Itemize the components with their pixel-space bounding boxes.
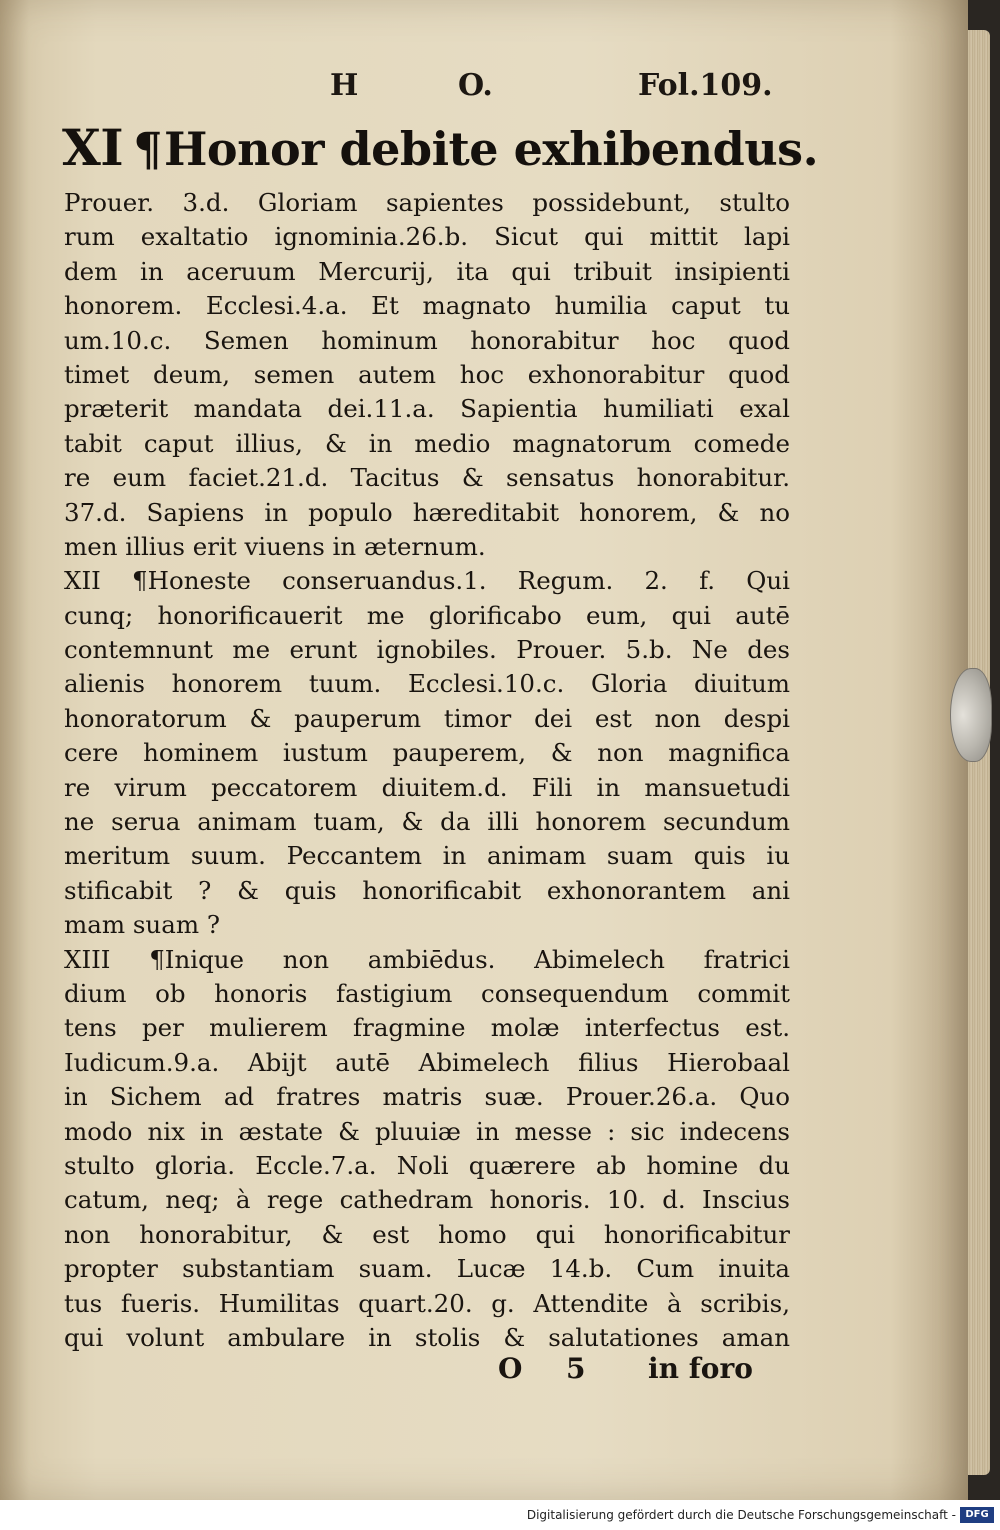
text-line: propter substantiam suam. Lucæ 14.b. Cum inuita [64, 1254, 790, 1284]
text-line: re virum peccatorem diuitem.d. Fili in mansuetudi [64, 772, 790, 802]
running-header [0, 68, 968, 108]
folio-number: Fol.109. [638, 68, 773, 103]
text-line: dem in aceruum Mercurij, ita qui tribuit insipienti [64, 256, 790, 286]
text-line: timet deum, semen autem hoc exhonorabitur quod [64, 359, 790, 389]
page-clip [950, 668, 992, 762]
text-line: meritum suum. Peccantem in animam suam quis iu [64, 841, 790, 871]
text-line: contemnunt me erunt ignobiles. Prouer. 5.b. Ne des [64, 635, 790, 665]
text-line: cere hominem iustum pauperem, & non magnifica [64, 738, 790, 768]
text-line: tens per mulierem fragmine molæ interfectus est. [64, 1013, 790, 1043]
text-line: XII ¶Honeste conseruandus.1. Regum. 2. f. Qui [64, 566, 790, 596]
text-line: 37.d. Sapiens in populo hæreditabit honorem, & no [64, 497, 790, 527]
text-line: XIII ¶Inique non ambiēdus. Abimelech fratrici [64, 944, 790, 974]
pilcrow-icon: ¶ [133, 122, 162, 176]
text-line: ne serua animam tuam, & da illi honorem secundum [64, 807, 790, 837]
text-line: dium ob honoris fastigium consequendum commit [64, 978, 790, 1008]
footer-credit: Digitalisierung gefördert durch die Deutsche Forschungsgemeinschaft - [526, 1508, 956, 1522]
text-line: men illius erit viuens in æternum. [64, 531, 486, 561]
text-line: non honorabitur, & est homo qui honorificabitur [64, 1219, 790, 1249]
section-number: XI [62, 118, 124, 177]
section-title [62, 112, 819, 184]
text-line: tus fueris. Humilitas quart.20. g. Attendite à scribis, [64, 1288, 790, 1318]
text-line: in Sichem ad fratres matris suæ. Prouer.26.a. Quo [64, 1082, 790, 1112]
header-middle: O. [458, 68, 493, 103]
text-line: alienis honorem tuum. Ecclesi.10.c. Gloria diuitum [64, 669, 790, 699]
text-line: Prouer. 3.d. Gloriam sapientes possidebunt, stulto [64, 188, 790, 217]
header-left: H [330, 68, 359, 103]
text-line: cunq; honorificauerit me glorificabo eum, qui autē [64, 600, 790, 630]
text-line: rum exaltatio ignominia.26.b. Sicut qui mittit lapi [64, 222, 790, 252]
signature-number: 5 [566, 1352, 586, 1385]
dfg-logo: DFG [960, 1507, 994, 1523]
text-line: re eum faciet.21.d. Tacitus & sensatus honorabitur. [64, 463, 790, 493]
text-line: præterit mandata dei.11.a. Sapientia humiliati exal [64, 394, 790, 424]
section-heading: Honor debite exhibendus. [163, 122, 819, 176]
text-line: stulto gloria. Eccle.7.a. Noli quærere ab homine du [64, 1150, 790, 1180]
body-text [64, 186, 790, 1355]
text-line: qui volunt ambulare in stolis & salutationes aman [64, 1322, 790, 1352]
catchword: in foro [648, 1352, 753, 1385]
text-line: modo nix in æstate & pluuiæ in messe : sic indecens [64, 1116, 790, 1146]
footer-bar [0, 1500, 1000, 1530]
signature-mark: O [498, 1352, 523, 1385]
text-line: catum, neq; à rege cathedram honoris. 10. d. Inscius [64, 1185, 790, 1215]
text-line: Iudicum.9.a. Abijt autē Abimelech filius Hierobaal [64, 1047, 790, 1077]
text-line: um.10.c. Semen hominum honorabitur hoc quod [64, 325, 790, 355]
text-line: tabit caput illius, & in medio magnatorum comede [64, 428, 790, 458]
text-line: honoratorum & pauperum timor dei est non despi [64, 703, 790, 733]
catchline [0, 1352, 968, 1392]
text-line: stificabit ? & quis honorificabit exhonorantem ani [64, 875, 790, 905]
text-line: honorem. Ecclesi.4.a. Et magnato humilia caput tu [64, 291, 790, 321]
text-line: mam suam ? [64, 910, 220, 940]
